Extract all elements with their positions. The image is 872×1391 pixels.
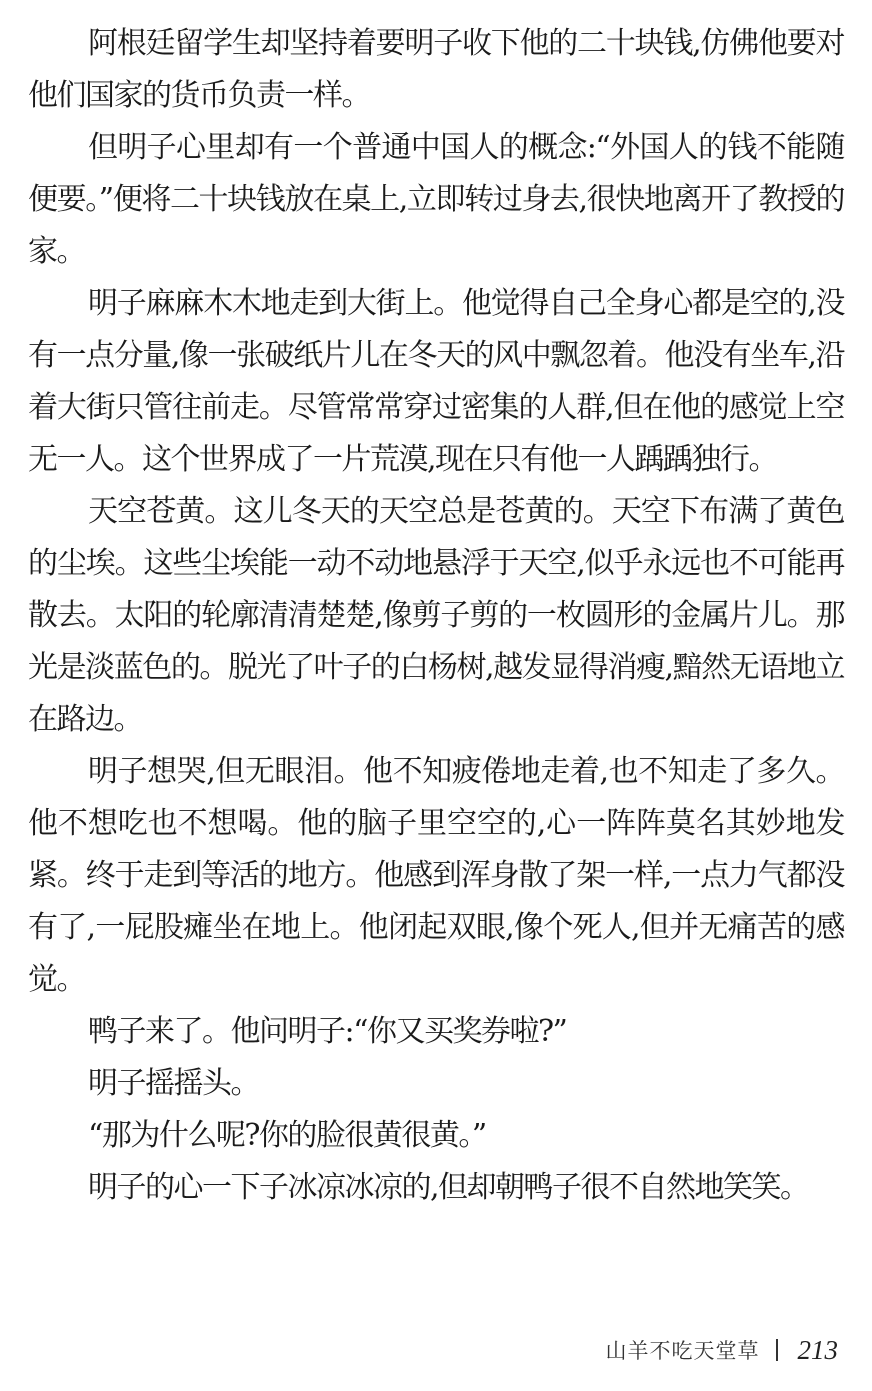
footer-divider [776,1339,778,1361]
paragraph: 明子的心一下子冰凉冰凉的,但却朝鸭子很不自然地笑笑。 [88,1170,809,1205]
paragraph: 鸭子来了。他问明子:“你又买奖券啦?” [88,1014,567,1049]
paragraph: 阿根廷留学生却坚持着要明子收下他的二十块钱,仿佛他要对他们国家的货币负责一样。 [28,26,844,113]
paragraph: 明子麻麻木木地走到大街上。他觉得自己全身心都是空的,没有一点分量,像一张破纸片儿在冬天的风中飘忽着。他没有坐车,沿着大街只管往前走。尽管常常穿过密集的人群,但在他的感觉上空无一人。这个世界成了一片荒漠,现在只有他一人踽踽独行。 [28,286,844,477]
page-footer [606,1330,839,1370]
paragraph: 明子想哭,但无眼泪。他不知疲倦地走着,也不知走了多久。他不想吃也不想喝。他的脑子里空空的,心一阵阵莫名其妙地发紧。终于走到等活的地方。他感到浑身散了架一样,一点力气都没有了,一屁股瘫坐在地上。他闭起双眼,像个死人,但并无痛苦的感觉。 [28,754,844,997]
paragraph: 明子摇摇头。 [88,1066,259,1101]
page-number: 213 [797,1334,838,1365]
book-title: 山羊不吃天堂草 [605,1339,760,1363]
page-body [28,18,844,1214]
paragraph: 天空苍黄。这儿冬天的天空总是苍黄的。天空下布满了黄色的尘埃。这些尘埃能一动不动地悬浮于天空,似乎永远也不可能再散去。太阳的轮廓清清楚楚,像剪子剪的一枚圆形的金属片儿。那光是淡蓝色的。脱光了叶子的白杨树,越发显得消瘦,黯然无语地立在路边。 [28,494,844,737]
paragraph: “那为什么呢?你的脸很黄很黄。” [88,1118,486,1153]
paragraph: 但明子心里却有一个普通中国人的概念:“外国人的钱不能随便要。”便将二十块钱放在桌上,立即转过身去,很快地离开了教授的家。 [28,130,844,269]
